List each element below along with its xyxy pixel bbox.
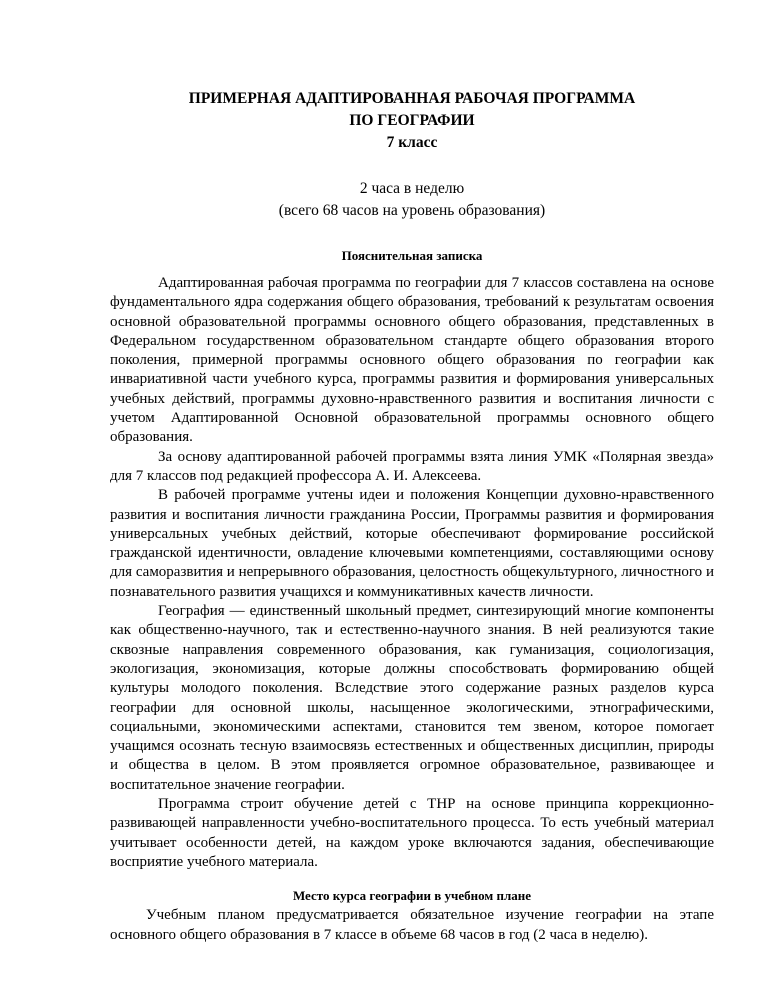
title-line-3: 7 класс <box>386 134 438 151</box>
hours-per-week: 2 часа в неделю <box>359 180 465 197</box>
paragraph: География — единственный школьный предмет, синтезирующий многие компоненты как общественно-научного, так и естественно-научного знания. В ней реализуются такие сквозные направления современного образования, как гуманизация, социологизация, экологизация, экономизация, которые должны способствовать формированию общей культуры молодого поколения. Вследствие этого содержание разных разделов курса географии для основной школы, насыщенное экологическими, этнографическими, социальными, экономическими аспектами, становится тем звеном, которое помогает учащимся осознать тесную взаимосвязь естественных и общественных дисциплин, природы и общества в целом. В этом проявляется огромное образовательное, развивающее и воспитательное значение географии. <box>110 603 714 793</box>
hours-total: (всего 68 часов на уровень образования) <box>278 202 546 219</box>
paragraph: Программа строит обучение детей с ТНР на основе принципа коррекционно-развивающей направленности учебно-воспитательного процесса. То есть учебный материал учитывает особенности детей, на каждом уроке включаются задания, обеспечивающие восприятие учебного материала. <box>110 796 714 870</box>
paragraph: Адаптированная рабочая программа по географии для 7 классов составлена на основе фундаментального ядра содержания общего образования, требований к результатам освоения основной образовательной программы основного общего образования, представленных в Федеральном государственном образовательном стандарте общего образования второго поколения, примерной программы основного общего образования по географии как инвариативной части учебного курса, программы развития и формирования универсальных учебных действий, программы духовно-нравственного развития и воспитания личности с учетом Адаптированной Основной образовательной программы основного общего образования. <box>110 275 714 446</box>
paragraph: За основу адаптированной рабочей программы взята линия УМК «Полярная звезда» для 7 классов под редакцией профессора А. И. Алексеева. <box>110 448 714 484</box>
title-line-1: ПРИМЕРНАЯ АДАПТИРОВАННАЯ РАБОЧАЯ ПРОГРАММА <box>188 90 636 107</box>
hours-info <box>110 178 714 222</box>
program-title <box>110 88 714 154</box>
place-in-plan-paragraph: Учебным планом предусматривается обязательное изучение географии на этапе основного общего образования в 7 классе в объеме 68 часов в год (2 часа в неделю). <box>110 907 714 943</box>
place-in-plan-heading: Место курса географии в учебном плане <box>292 888 532 904</box>
paragraph: В рабочей программе учтены идеи и положения Концепции духовно-нравственного развития и воспитания личности гражданина России, Программы развития и формирования универсальных учебных действий, которые обеспечивают формирование российской гражданской идентичности, овладение ключевыми компетенциями, составляющими основу для саморазвития и непрерывного образования, целостность общекультурного, личностного и познавательного развития учащихся и коммуникативных качеств личности. <box>110 487 714 600</box>
title-line-2: ПО ГЕОГРАФИИ <box>349 112 475 129</box>
document-page <box>110 88 714 945</box>
explanatory-note-heading: Пояснительная записка <box>341 248 483 263</box>
